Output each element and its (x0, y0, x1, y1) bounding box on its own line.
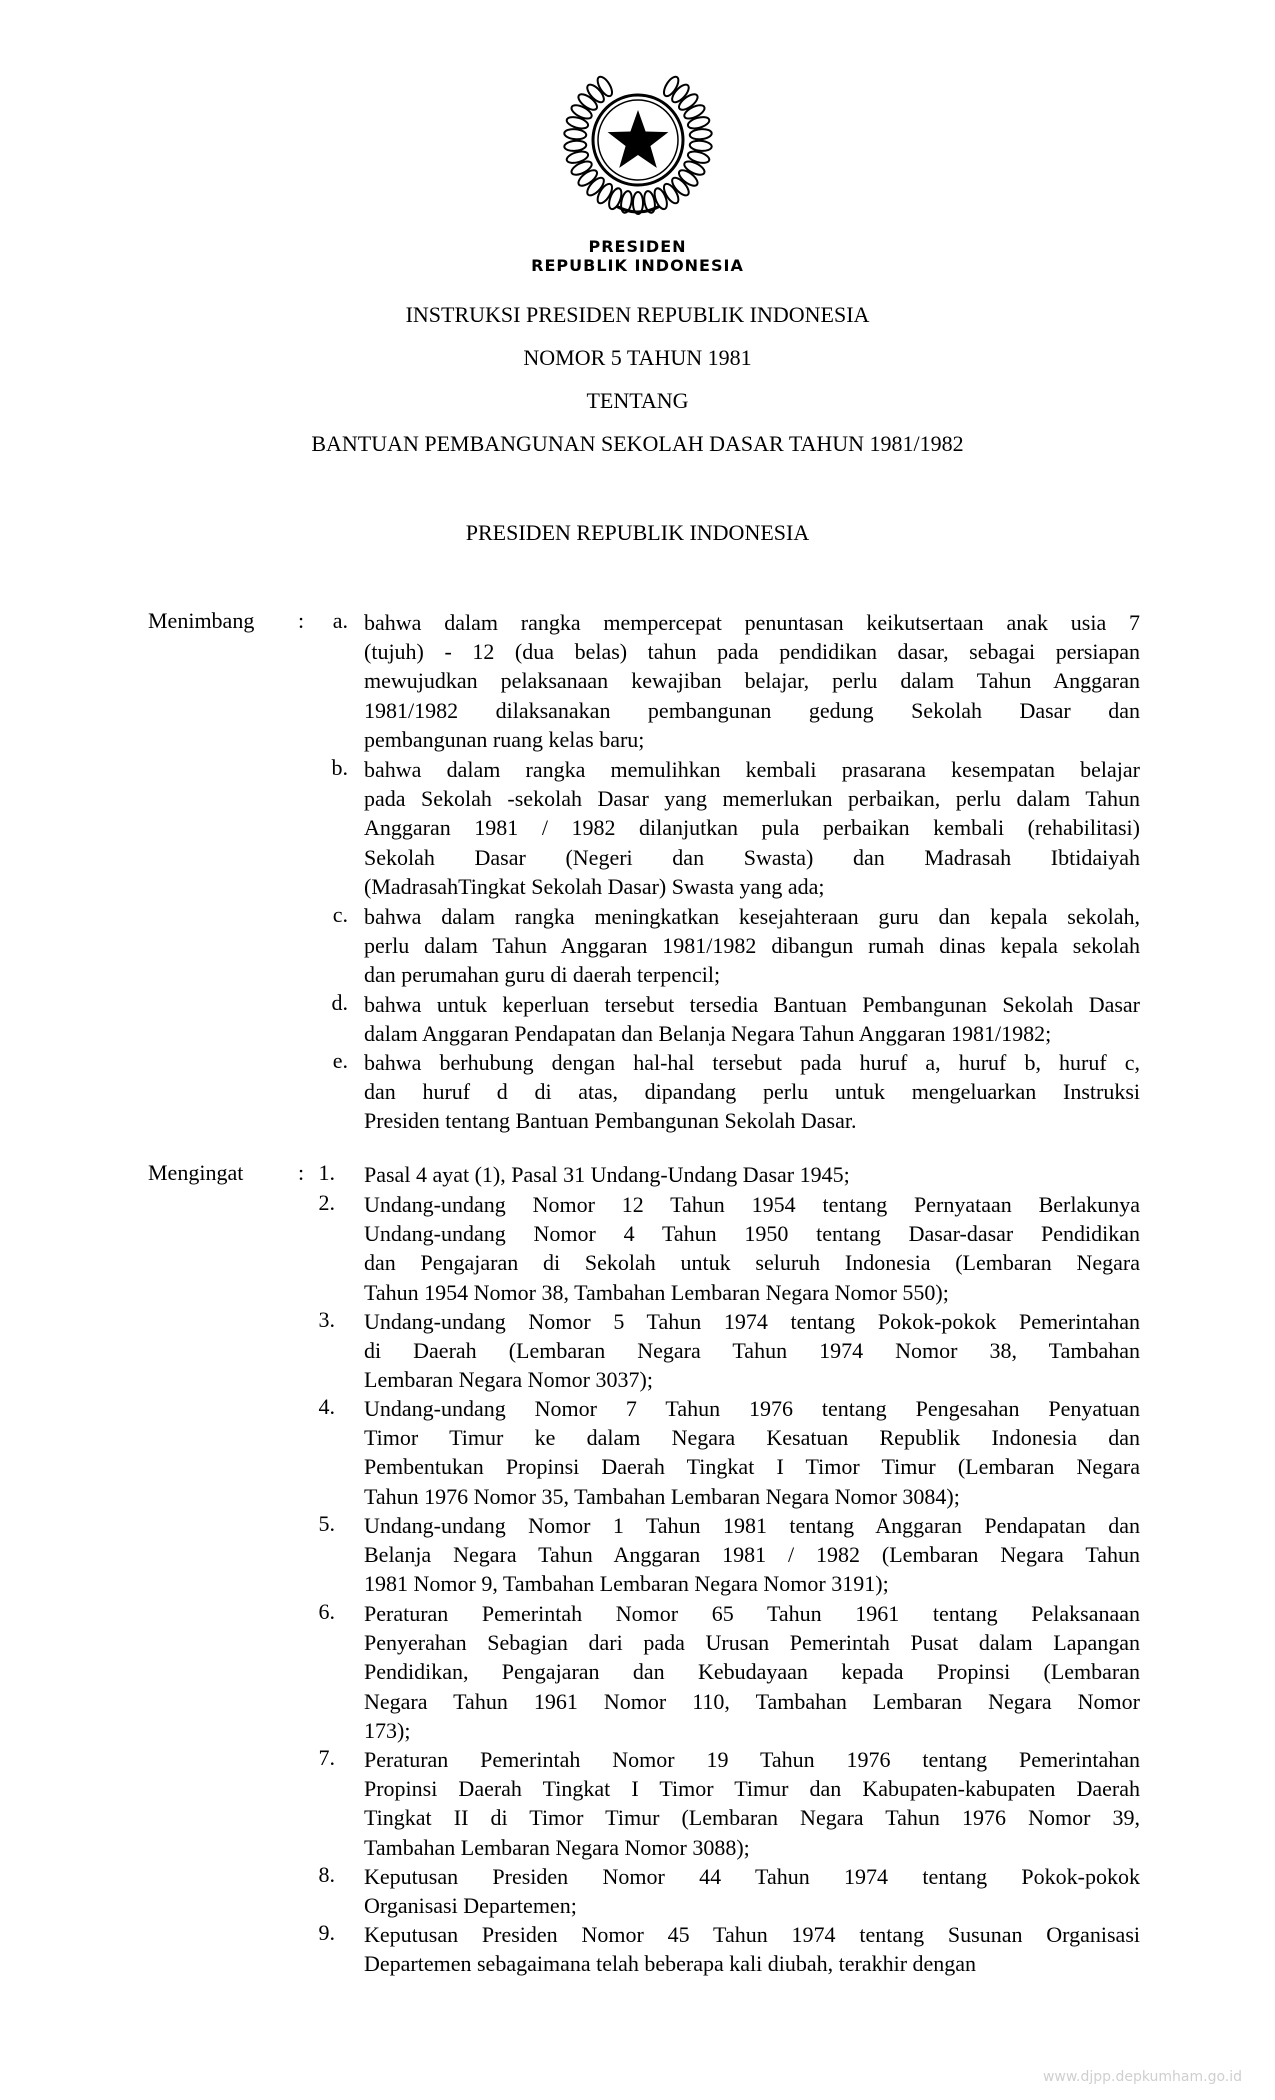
document-title-line-1: INSTRUKSI PRESIDEN REPUBLIK INDONESIA (405, 302, 870, 327)
menimbang-item-line: Sekolah Dasar (Negeri dan Swasta) dan Madrasah Ibtidaiyah (364, 844, 1140, 870)
mengingat-marker: 7. (318, 1745, 335, 1770)
source-url: www.djpp.depkumham.go.id (1042, 2069, 1242, 2085)
mengingat-marker: 9. (318, 1920, 335, 1945)
mengingat-marker: 4. (318, 1394, 335, 1419)
menimbang-item-line: bahwa dalam rangka memulihkan kembali prasarana kesempatan belajar (364, 757, 1140, 782)
menimbang-item (364, 608, 1140, 754)
mengingat-item (364, 1862, 1140, 1920)
mengingat-item-line: Penyerahan Sebagian dari pada Urusan Pemerintah Pusat dalam Lapangan (364, 1630, 1140, 1656)
document-title-line-3: TENTANG (586, 388, 689, 413)
mengingat-item-line: Departemen sebagaimana telah beberapa kali diubah, terakhir dengan (364, 1951, 977, 1977)
mengingat-item-line: Undang-undang Nomor 12 Tahun 1954 tentang Pernyataan Berlakunya (364, 1192, 1140, 1217)
menimbang-item (364, 1048, 1140, 1136)
mengingat-item (364, 1307, 1140, 1395)
mengingat-item-line: Peraturan Pemerintah Nomor 65 Tahun 1961 tentang Pelaksanaan (364, 1601, 1140, 1626)
menimbang-item-line: pada Sekolah -sekolah Dasar yang memerlukan perbaikan, perlu dalam Tahun (364, 786, 1140, 812)
menimbang-marker: e. (332, 1048, 348, 1073)
mengingat-item-line: Peraturan Pemerintah Nomor 19 Tahun 1976 tentang Pemerintahan (364, 1747, 1140, 1772)
presidential-seal-icon (556, 58, 720, 222)
mengingat-item (364, 1511, 1140, 1599)
menimbang-marker: b. (331, 755, 348, 780)
menimbang-item-line: bahwa untuk keperluan tersebut tersedia Bantuan Pembangunan Sekolah Dasar (364, 992, 1140, 1017)
mengingat-item-line: 1981 Nomor 9, Tambahan Lembaran Negara Nomor 3191); (364, 1571, 889, 1597)
mengingat-item-line: Undang-undang Nomor 4 Tahun 1950 tentang Dasar-dasar Pendidikan (364, 1221, 1140, 1247)
mengingat-item-line: Pembentukan Propinsi Daerah Tingkat I Timor Timur (Lembaran Negara (364, 1454, 1140, 1480)
document-title-line-4: BANTUAN PEMBANGUNAN SEKOLAH DASAR TAHUN 1981/1982 (311, 431, 964, 456)
mengingat-marker: 5. (318, 1511, 335, 1536)
mengingat-item-line: 173); (364, 1717, 411, 1743)
menimbang-marker: c. (332, 902, 348, 927)
menimbang-item (364, 990, 1140, 1048)
mengingat-marker: 3. (318, 1307, 335, 1332)
mengingat-item (364, 1190, 1140, 1307)
menimbang-item-line: bahwa dalam rangka mempercepat penuntasan keikutsertaan anak usia 7 (364, 610, 1140, 635)
mengingat-item (364, 1160, 1140, 1189)
mengingat-item-line: Tambahan Lembaran Negara Nomor 3088); (364, 1834, 750, 1860)
mengingat-item-line: Timor Timur ke dalam Negara Kesatuan Republik Indonesia dan (364, 1425, 1140, 1451)
menimbang-item-line: bahwa berhubung dengan hal-hal tersebut pada huruf a, huruf b, huruf c, (364, 1050, 1140, 1075)
mengingat-label: Mengingat (148, 1160, 244, 1185)
mengingat-marker: 1. (318, 1160, 335, 1185)
mengingat-item-line: Undang-undang Nomor 1 Tahun 1981 tentang Anggaran Pendapatan dan (364, 1513, 1140, 1538)
seal-caption-republik-indonesia: REPUBLIK INDONESIA (531, 256, 744, 275)
document-title-line-2: NOMOR 5 TAHUN 1981 (523, 345, 752, 370)
mengingat-item-line: Undang-undang Nomor 7 Tahun 1976 tentang Pengesahan Penyatuan (364, 1396, 1140, 1421)
menimbang-item (364, 755, 1140, 901)
mengingat-item-line: Tahun 1976 Nomor 35, Tambahan Lembaran Negara Nomor 3084); (364, 1483, 960, 1509)
menimbang-label: Menimbang (148, 608, 255, 633)
mengingat-marker: 6. (318, 1599, 335, 1624)
seal-caption-presiden: PRESIDEN (588, 237, 687, 256)
menimbang-item-line: (tujuh) - 12 (dua belas) tahun pada pendidikan dasar, sebagai persiapan (364, 639, 1140, 665)
document-issuer: PRESIDEN REPUBLIK INDONESIA (465, 520, 810, 545)
menimbang-item-line: dan perumahan guru di daerah terpencil; (364, 962, 721, 988)
mengingat-colon: : (298, 1160, 305, 1185)
menimbang-item-line: (MadrasahTingkat Sekolah Dasar) Swasta yang ada; (364, 873, 825, 899)
mengingat-item (364, 1920, 1140, 1978)
mengingat-item (364, 1394, 1140, 1511)
mengingat-item-line: Negara Tahun 1961 Nomor 110, Tambahan Lembaran Negara Nomor (364, 1688, 1140, 1714)
menimbang-item-line: Anggaran 1981 / 1982 dilanjutkan pula perbaikan kembali (rehabilitasi) (364, 815, 1140, 841)
menimbang-item (364, 902, 1140, 990)
menimbang-item-line: mewujudkan pelaksanaan kewajiban belajar, perlu dalam Tahun Anggaran (364, 668, 1140, 694)
mengingat-item-line: Keputusan Presiden Nomor 44 Tahun 1974 tentang Pokok-pokok (364, 1864, 1140, 1889)
menimbang-marker: a. (332, 608, 348, 633)
mengingat-item-line: Pasal 4 ayat (1), Pasal 31 Undang-Undang Dasar 1945; (364, 1162, 850, 1187)
menimbang-item-line: dan huruf d di atas, dipandang perlu untuk mengeluarkan Instruksi (364, 1079, 1140, 1105)
mengingat-marker: 2. (318, 1190, 335, 1215)
menimbang-item-line: dalam Anggaran Pendapatan dan Belanja Negara Tahun Anggaran 1981/1982; (364, 1021, 1052, 1047)
mengingat-item (364, 1599, 1140, 1745)
mengingat-item-line: Undang-undang Nomor 5 Tahun 1974 tentang Pokok-pokok Pemerintahan (364, 1309, 1140, 1334)
menimbang-item-line: pembangunan ruang kelas baru; (364, 726, 645, 752)
mengingat-item-line: Keputusan Presiden Nomor 45 Tahun 1974 tentang Susunan Organisasi (364, 1922, 1140, 1947)
menimbang-item-line: 1981/1982 dilaksanakan pembangunan gedung Sekolah Dasar dan (364, 697, 1140, 723)
mengingat-item-line: Tahun 1954 Nomor 38, Tambahan Lembaran Negara Nomor 550); (364, 1279, 949, 1305)
menimbang-item-line: Presiden tentang Bantuan Pembangunan Sekolah Dasar. (364, 1108, 857, 1134)
mengingat-marker: 8. (318, 1862, 335, 1887)
mengingat-item-line: Pendidikan, Pengajaran dan Kebudayaan kepada Propinsi (Lembaran (364, 1659, 1140, 1685)
mengingat-item-line: Belanja Negara Tahun Anggaran 1981 / 1982 (Lembaran Negara Tahun (364, 1542, 1140, 1568)
menimbang-colon: : (298, 608, 305, 633)
mengingat-item-line: dan Pengajaran di Sekolah untuk seluruh Indonesia (Lembaran Negara (364, 1250, 1140, 1276)
mengingat-item (364, 1745, 1140, 1862)
mengingat-item-line: di Daerah (Lembaran Negara Tahun 1974 Nomor 38, Tambahan (364, 1338, 1140, 1364)
menimbang-item-line: perlu dalam Tahun Anggaran 1981/1982 dibangun rumah dinas kepala sekolah (364, 933, 1140, 959)
menimbang-marker: d. (331, 990, 348, 1015)
mengingat-item-line: Tingkat II di Timor Timur (Lembaran Negara Tahun 1976 Nomor 39, (364, 1805, 1140, 1831)
mengingat-item-line: Lembaran Negara Nomor 3037); (364, 1367, 653, 1393)
mengingat-item-line: Organisasi Departemen; (364, 1893, 577, 1919)
mengingat-item-line: Propinsi Daerah Tingkat I Timor Timur dan Kabupaten-kabupaten Daerah (364, 1776, 1140, 1802)
menimbang-item-line: bahwa dalam rangka meningkatkan kesejahteraan guru dan kepala sekolah, (364, 904, 1140, 929)
